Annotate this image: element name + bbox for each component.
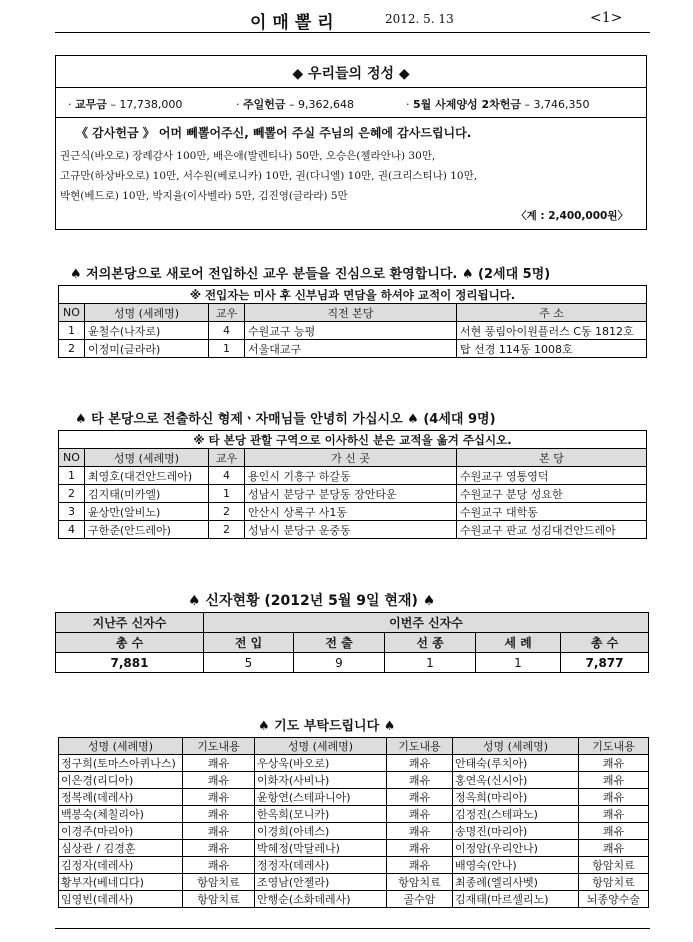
moveout-title: ♠ 타 본당으로 전출하신 형제ㆍ자매님들 안녕히 가십시오 ♠ (4세대 9명) xyxy=(75,412,496,427)
table-row xyxy=(59,823,649,840)
prayer-intention-cell: 쾌유 xyxy=(387,840,453,857)
prayer-intention-cell: 항암치료 xyxy=(387,874,453,891)
cell: 이정미(글라라) xyxy=(85,340,209,358)
prayer-name-cell: 윤항연(스테파니아) xyxy=(255,789,387,806)
table-row xyxy=(59,840,649,857)
prayer-intention-cell: 쾌유 xyxy=(579,823,649,840)
cell: 구한준(안드레아) xyxy=(85,521,209,539)
prayer-intention-cell: 쾌유 xyxy=(183,789,255,806)
welcome-title: ♠ 저의본당으로 새로어 전입하신 교우 분들을 진심으로 환영합니다. ♠ (2세대 5명) xyxy=(70,267,551,282)
cell: 1 xyxy=(209,340,245,358)
footer-divider xyxy=(55,928,650,929)
col-header: 본 당 xyxy=(457,449,647,467)
col-header: 기도내용 xyxy=(387,738,453,755)
census-header-row xyxy=(56,613,649,633)
cell: 2 xyxy=(209,503,245,521)
prayer-name-cell: 안태숙(루치아) xyxy=(453,755,579,772)
table-row xyxy=(59,806,649,823)
col-header: 전 출 xyxy=(294,633,385,653)
prayer-intention-cell: 골수암 xyxy=(387,891,453,908)
cell: 4 xyxy=(209,322,245,340)
cell: 2 xyxy=(209,521,245,539)
cell: 수원교구 분당 성요한 xyxy=(457,485,647,503)
prayer-intention-cell: 쾌유 xyxy=(183,755,255,772)
thanks-total: 〈계 : 2,400,000원〉 xyxy=(516,210,628,222)
cell: 윤철수(나자로) xyxy=(85,322,209,340)
cell: 김지태(미카엘) xyxy=(85,485,209,503)
prayer-intention-cell: 쾌유 xyxy=(579,806,649,823)
offering-divider-2 xyxy=(56,117,646,118)
welcome-note-row xyxy=(59,286,647,304)
offering-total-3: · 5월 사제양성 2차헌금 – 3,746,350 xyxy=(406,98,590,111)
thanks-line: 박현(베드로) 10만, 박지율(이사벨라) 5만, 김진영(글라라) 5만 xyxy=(60,190,348,202)
cell: 성남시 분당구 분당동 장안타운 xyxy=(245,485,457,503)
prayer-name-cell: 정복례(데레사) xyxy=(59,789,183,806)
prayer-name-cell: 백봉숙(체칠리아) xyxy=(59,806,183,823)
prayer-intention-cell: 쾌유 xyxy=(183,840,255,857)
table-row xyxy=(59,467,647,485)
moveout-header-row xyxy=(59,449,647,467)
col-header: 세 례 xyxy=(476,633,561,653)
col-header: 기도내용 xyxy=(183,738,255,755)
prayer-name-cell: 한옥희(모니카) xyxy=(255,806,387,823)
col-header: 성명 (세례명) xyxy=(59,738,183,755)
moveout-note: ※ 타 본당 관할 구역으로 이사하신 분은 교적을 옮겨 주십시오. xyxy=(59,431,647,449)
table-row xyxy=(59,503,647,521)
cell: 1 xyxy=(385,653,476,673)
col-header: 주 소 xyxy=(457,304,647,322)
cell: 9 xyxy=(294,653,385,673)
prayer-name-cell: 이은경(리디아) xyxy=(59,772,183,789)
cell: 1 xyxy=(476,653,561,673)
prayer-name-cell: 김정자(데레사) xyxy=(59,857,183,874)
cell: 2 xyxy=(59,340,85,358)
welcome-table xyxy=(58,285,647,358)
cell: 탑 선경 114동 1008호 xyxy=(457,340,647,358)
table-row xyxy=(59,755,649,772)
offering-title: ◆ 우리들의 정성 ◆ xyxy=(292,66,410,82)
census-values-row xyxy=(56,653,649,673)
offering-total-2: · 주일헌금 – 9,362,648 xyxy=(236,98,354,111)
thanks-heading: 《 감사헌금 》 어머 뻬뽈어주신, 뻬뽈어 주실 주님의 은혜에 감사드립니다. xyxy=(76,126,472,140)
prayer-name-cell: 김재태(마르셀리노) xyxy=(453,891,579,908)
bulletin-date: 2012. 5. 13 xyxy=(385,12,454,26)
table-row xyxy=(59,857,649,874)
thanks-line: 권근식(바오로) 장례감사 100만, 배은애(발렌티나) 50만, 오승은(첼라안나) 30만, xyxy=(60,150,436,162)
last-total-label: 총 수 xyxy=(56,633,204,653)
prayer-intention-cell: 쾌유 xyxy=(387,823,453,840)
cell: 수원교구 능평 xyxy=(245,322,457,340)
prayer-intention-cell: 항암치료 xyxy=(579,874,649,891)
table-row xyxy=(59,485,647,503)
cell: 서현 풍림아이원플러스 C동 1812호 xyxy=(457,322,647,340)
prayer-intention-cell: 항암치료 xyxy=(183,874,255,891)
prayer-name-cell: 최종례(엘리사벳) xyxy=(453,874,579,891)
census-title: ♠ 신자현황 (2012년 5월 9일 현재) ♠ xyxy=(188,593,436,609)
prayer-intention-cell: 쾌유 xyxy=(387,857,453,874)
prayer-intention-cell: 쾌유 xyxy=(387,755,453,772)
cell: 성남시 분당구 운중동 xyxy=(245,521,457,539)
prayer-intention-cell: 쾌유 xyxy=(183,823,255,840)
cell: 윤상만(알비노) xyxy=(85,503,209,521)
bulletin-title: 이매뽈리 xyxy=(250,13,340,33)
cell: 4 xyxy=(209,467,245,485)
table-row xyxy=(59,521,647,539)
prayer-name-cell: 조영남(안젤라) xyxy=(255,874,387,891)
prayer-intention-cell: 쾌유 xyxy=(387,806,453,823)
prayer-name-cell: 임영빈(데레사) xyxy=(59,891,183,908)
prayer-intention-cell: 쾌유 xyxy=(183,857,255,874)
this-total-value: 7,877 xyxy=(561,653,649,673)
cell: 안산시 상록구 사1동 xyxy=(245,503,457,521)
prayer-intention-cell: 쾌유 xyxy=(579,772,649,789)
prayer-name-cell: 정옥희(마리아) xyxy=(453,789,579,806)
col-header: 직전 본당 xyxy=(245,304,457,322)
col-header: 성명 (세례명) xyxy=(453,738,579,755)
col-header: NO xyxy=(59,304,85,322)
this-week-label: 이번주 신자수 xyxy=(204,613,649,633)
prayer-title: ♠ 기도 부탁드립니다 ♠ xyxy=(258,719,396,734)
prayer-name-cell: 심상관 / 김경훈 xyxy=(59,840,183,857)
prayer-intention-cell: 항암치료 xyxy=(183,891,255,908)
prayer-name-cell: 정구희(토마스아퀴나스) xyxy=(59,755,183,772)
prayer-name-cell: 이정암(우리안나) xyxy=(453,840,579,857)
welcome-note: ※ 전입자는 미사 후 신부님과 면담을 하셔야 교적이 정리됩니다. xyxy=(59,286,647,304)
prayer-name-cell: 안행순(소화데레사) xyxy=(255,891,387,908)
table-row xyxy=(59,340,647,358)
prayer-name-cell: 배영숙(안나) xyxy=(453,857,579,874)
col-header: 성명 (세례명) xyxy=(85,304,209,322)
moveout-table xyxy=(58,430,647,539)
offering-divider xyxy=(56,87,646,88)
prayer-name-cell: 이경주(마리아) xyxy=(59,823,183,840)
prayer-name-cell: 우상욱(바오로) xyxy=(255,755,387,772)
census-table xyxy=(55,612,649,673)
prayer-name-cell: 황부자(베네디다) xyxy=(59,874,183,891)
prayer-intention-cell: 쾌유 xyxy=(183,806,255,823)
prayer-name-cell: 홍연옥(신시아) xyxy=(453,772,579,789)
cell: 수원교구 영통영덕 xyxy=(457,467,647,485)
prayer-header-row xyxy=(59,738,649,755)
col-header: 교우 xyxy=(209,449,245,467)
moveout-note-row xyxy=(59,431,647,449)
prayer-name-cell: 김정진(스테파노) xyxy=(453,806,579,823)
table-row xyxy=(59,789,649,806)
col-header: 전 입 xyxy=(204,633,294,653)
table-row xyxy=(59,891,649,908)
cell: 최영호(대건안드레아) xyxy=(85,467,209,485)
col-header: 성명 (세례명) xyxy=(85,449,209,467)
prayer-intention-cell: 쾌유 xyxy=(579,840,649,857)
prayer-name-cell: 이경희(아녜스) xyxy=(255,823,387,840)
prayer-name-cell: 이화자(사비나) xyxy=(255,772,387,789)
offering-box xyxy=(55,55,647,230)
header-divider xyxy=(55,32,650,33)
prayer-name-cell: 박혜정(막달레나) xyxy=(255,840,387,857)
cell: 1 xyxy=(209,485,245,503)
cell: 1 xyxy=(59,467,85,485)
table-row xyxy=(59,772,649,789)
col-header: 기도내용 xyxy=(579,738,649,755)
prayer-intention-cell: 쾌유 xyxy=(579,755,649,772)
col-header: 교우 xyxy=(209,304,245,322)
table-row xyxy=(59,874,649,891)
cell: 3 xyxy=(59,503,85,521)
cell: 수원교구 대학동 xyxy=(457,503,647,521)
cell: 5 xyxy=(204,653,294,673)
table-row xyxy=(59,322,647,340)
cell: 서울대교구 xyxy=(245,340,457,358)
page-number: <1> xyxy=(590,10,623,26)
col-header: 성명 (세례명) xyxy=(255,738,387,755)
cell: 용인시 기흥구 하갈동 xyxy=(245,467,457,485)
col-header: NO xyxy=(59,449,85,467)
prayer-intention-cell: 쾌유 xyxy=(183,772,255,789)
prayer-intention-cell: 항암치료 xyxy=(579,857,649,874)
cell: 2 xyxy=(59,485,85,503)
cell: 수원교구 판교 성김대건안드레아 xyxy=(457,521,647,539)
prayer-intention-cell: 쾌유 xyxy=(387,772,453,789)
welcome-header-row xyxy=(59,304,647,322)
prayer-name-cell: 송명진(마리아) xyxy=(453,823,579,840)
prayer-intention-cell: 쾌유 xyxy=(387,789,453,806)
cell: 4 xyxy=(59,521,85,539)
prayer-intention-cell: 뇌종양수술 xyxy=(579,891,649,908)
offering-total-1: · 교무금 – 17,738,000 xyxy=(68,98,183,111)
last-week-label: 지난주 신자수 xyxy=(56,613,204,633)
last-total-value: 7,881 xyxy=(56,653,204,673)
cell: 1 xyxy=(59,322,85,340)
prayer-table xyxy=(58,737,649,908)
prayer-intention-cell: 쾌유 xyxy=(579,789,649,806)
col-header: 가 신 곳 xyxy=(245,449,457,467)
thanks-line: 고규만(하상바오로) 10만, 서수원(베로니카) 10만, 권(다니엘) 10만, 권(크리스티나) 10만, xyxy=(60,170,478,182)
col-header: 선 종 xyxy=(385,633,476,653)
census-subheader-row xyxy=(56,633,649,653)
prayer-name-cell: 정정자(데레사) xyxy=(255,857,387,874)
col-header: 총 수 xyxy=(561,633,649,653)
